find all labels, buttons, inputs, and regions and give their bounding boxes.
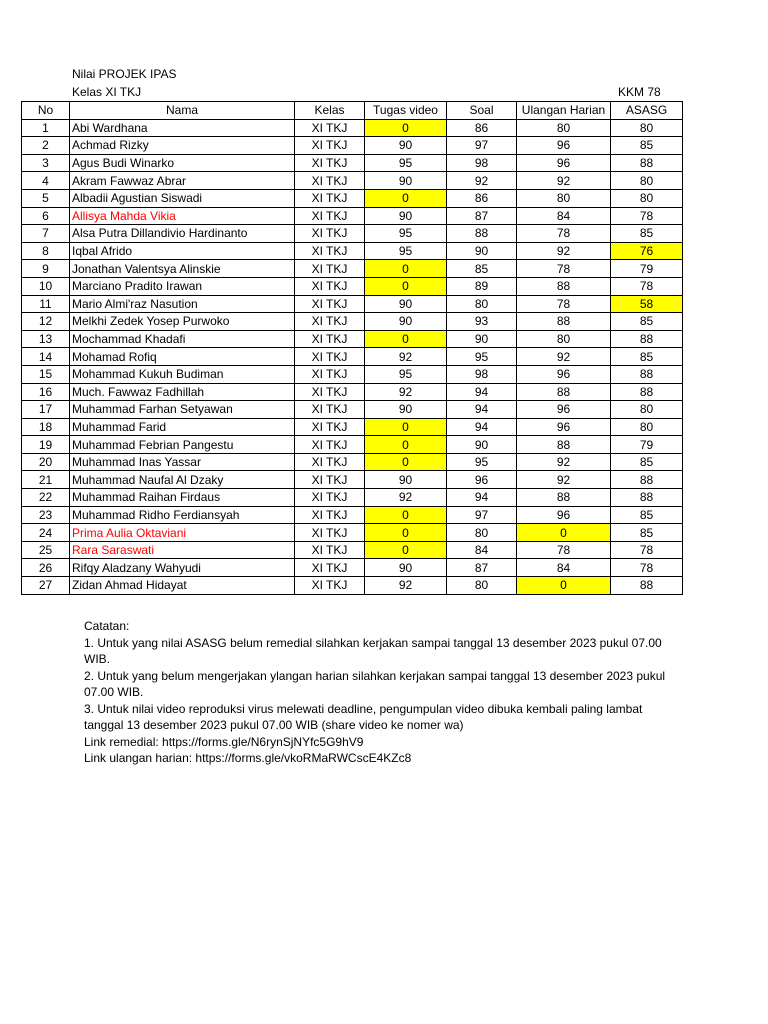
cell-asasg: 58 bbox=[611, 295, 683, 313]
cell-ulangan-harian: 92 bbox=[517, 348, 611, 366]
cell-kelas: XI TKJ bbox=[295, 471, 365, 489]
cell-soal: 80 bbox=[447, 577, 517, 595]
cell-ulangan-harian: 96 bbox=[517, 418, 611, 436]
cell-tugas-video: 0 bbox=[365, 277, 447, 295]
cell-kelas: XI TKJ bbox=[295, 207, 365, 225]
cell-tugas-video: 95 bbox=[365, 225, 447, 243]
cell-name: Rifqy Aladzany Wahyudi bbox=[70, 559, 295, 577]
table-row bbox=[22, 365, 683, 383]
cell-kelas: XI TKJ bbox=[295, 172, 365, 190]
cell-asasg: 80 bbox=[611, 172, 683, 190]
cell-tugas-video: 95 bbox=[365, 242, 447, 260]
cell-no: 26 bbox=[22, 559, 70, 577]
table-row bbox=[22, 348, 683, 366]
cell-kelas: XI TKJ bbox=[295, 453, 365, 471]
cell-no: 6 bbox=[22, 207, 70, 225]
cell-asasg: 78 bbox=[611, 277, 683, 295]
cell-no: 19 bbox=[22, 436, 70, 454]
note-line: 3. Untuk nilai video reproduksi virus melewati deadline, pengumpulan video dibuka kembali paling lambat tanggal 13 desember 2023 pukul 07.00 WIB (share video ke nomer wa) bbox=[84, 701, 643, 732]
cell-ulangan-harian: 84 bbox=[517, 559, 611, 577]
cell-ulangan-harian: 96 bbox=[517, 401, 611, 419]
cell-tugas-video: 90 bbox=[365, 137, 447, 155]
table-row bbox=[22, 401, 683, 419]
cell-kelas: XI TKJ bbox=[295, 295, 365, 313]
table-row bbox=[22, 225, 683, 243]
cell-tugas-video: 0 bbox=[365, 260, 447, 278]
cell-asasg: 88 bbox=[611, 471, 683, 489]
cell-asasg: 88 bbox=[611, 577, 683, 595]
cell-no: 8 bbox=[22, 242, 70, 260]
cell-ulangan-harian: 92 bbox=[517, 453, 611, 471]
cell-no: 23 bbox=[22, 506, 70, 524]
cell-kelas: XI TKJ bbox=[295, 242, 365, 260]
table-row bbox=[22, 541, 683, 559]
cell-ulangan-harian: 88 bbox=[517, 383, 611, 401]
cell-name: Muhammad Febrian Pangestu bbox=[70, 436, 295, 454]
cell-soal: 95 bbox=[447, 453, 517, 471]
cell-no: 24 bbox=[22, 524, 70, 542]
cell-name: Achmad Rizky bbox=[70, 137, 295, 155]
cell-soal: 98 bbox=[447, 365, 517, 383]
cell-kelas: XI TKJ bbox=[295, 189, 365, 207]
cell-soal: 94 bbox=[447, 418, 517, 436]
cell-soal: 98 bbox=[447, 154, 517, 172]
cell-name: Muhammad Ridho Ferdiansyah bbox=[70, 506, 295, 524]
cell-soal: 85 bbox=[447, 260, 517, 278]
cell-soal: 88 bbox=[447, 225, 517, 243]
cell-soal: 94 bbox=[447, 383, 517, 401]
cell-ulangan-harian: 78 bbox=[517, 295, 611, 313]
cell-soal: 80 bbox=[447, 295, 517, 313]
cell-ulangan-harian: 80 bbox=[517, 189, 611, 207]
cell-ulangan-harian: 96 bbox=[517, 506, 611, 524]
cell-tugas-video: 0 bbox=[365, 330, 447, 348]
cell-kelas: XI TKJ bbox=[295, 330, 365, 348]
cell-soal: 97 bbox=[447, 506, 517, 524]
table-row bbox=[22, 207, 683, 225]
cell-kelas: XI TKJ bbox=[295, 154, 365, 172]
cell-kelas: XI TKJ bbox=[295, 348, 365, 366]
cell-no: 7 bbox=[22, 225, 70, 243]
table-row bbox=[22, 277, 683, 295]
cell-asasg: 85 bbox=[611, 348, 683, 366]
cell-asasg: 85 bbox=[611, 524, 683, 542]
cell-asasg: 88 bbox=[611, 330, 683, 348]
cell-tugas-video: 95 bbox=[365, 365, 447, 383]
cell-no: 25 bbox=[22, 541, 70, 559]
cell-tugas-video: 0 bbox=[365, 418, 447, 436]
cell-name: Melkhi Zedek Yosep Purwoko bbox=[70, 313, 295, 331]
cell-asasg: 79 bbox=[611, 260, 683, 278]
table-row bbox=[22, 506, 683, 524]
notes-heading: Catatan: bbox=[84, 619, 130, 633]
cell-kelas: XI TKJ bbox=[295, 541, 365, 559]
cell-tugas-video: 90 bbox=[365, 401, 447, 419]
ulangan-harian-link: Link ulangan harian: https://forms.gle/vkoRMaRWCscE4KZc8 bbox=[84, 751, 412, 765]
cell-asasg: 85 bbox=[611, 225, 683, 243]
cell-no: 27 bbox=[22, 577, 70, 595]
cell-no: 18 bbox=[22, 418, 70, 436]
page-title: Nilai PROJEK IPAS bbox=[72, 67, 177, 81]
cell-no: 10 bbox=[22, 277, 70, 295]
cell-kelas: XI TKJ bbox=[295, 559, 365, 577]
cell-tugas-video: 90 bbox=[365, 471, 447, 489]
cell-name: Akram Fawwaz Abrar bbox=[70, 172, 295, 190]
table-header-row bbox=[22, 102, 683, 120]
cell-kelas: XI TKJ bbox=[295, 418, 365, 436]
table-row bbox=[22, 189, 683, 207]
note-line: 2. Untuk yang belum mengerjakan ylangan harian silahkan kerjakan sampai tanggal 13 desember 2023 pukul 07.00 WIB. bbox=[84, 668, 666, 699]
cell-kelas: XI TKJ bbox=[295, 365, 365, 383]
cell-no: 16 bbox=[22, 383, 70, 401]
cell-tugas-video: 92 bbox=[365, 489, 447, 507]
cell-soal: 84 bbox=[447, 541, 517, 559]
cell-tugas-video: 92 bbox=[365, 348, 447, 366]
cell-name: Prima Aulia Oktaviani bbox=[70, 524, 295, 542]
cell-tugas-video: 0 bbox=[365, 453, 447, 471]
cell-ulangan-harian: 96 bbox=[517, 137, 611, 155]
column-header-nama: Nama bbox=[70, 102, 295, 120]
table-row bbox=[22, 330, 683, 348]
cell-asasg: 78 bbox=[611, 207, 683, 225]
cell-name: Zidan Ahmad Hidayat bbox=[70, 577, 295, 595]
cell-asasg: 88 bbox=[611, 154, 683, 172]
cell-name: Abi Wardhana bbox=[70, 119, 295, 137]
table-row bbox=[22, 559, 683, 577]
cell-asasg: 80 bbox=[611, 401, 683, 419]
cell-kelas: XI TKJ bbox=[295, 436, 365, 454]
cell-ulangan-harian: 88 bbox=[517, 313, 611, 331]
cell-no: 12 bbox=[22, 313, 70, 331]
cell-ulangan-harian: 78 bbox=[517, 225, 611, 243]
cell-kelas: XI TKJ bbox=[295, 119, 365, 137]
cell-name: Jonathan Valentsya Alinskie bbox=[70, 260, 295, 278]
cell-soal: 86 bbox=[447, 189, 517, 207]
cell-name: Muhammad Raihan Firdaus bbox=[70, 489, 295, 507]
cell-asasg: 88 bbox=[611, 489, 683, 507]
cell-kelas: XI TKJ bbox=[295, 137, 365, 155]
table-row bbox=[22, 260, 683, 278]
cell-soal: 90 bbox=[447, 330, 517, 348]
cell-tugas-video: 0 bbox=[365, 436, 447, 454]
cell-asasg: 80 bbox=[611, 418, 683, 436]
cell-kelas: XI TKJ bbox=[295, 489, 365, 507]
cell-name: Allisya Mahda Vikia bbox=[70, 207, 295, 225]
table-row bbox=[22, 137, 683, 155]
cell-kelas: XI TKJ bbox=[295, 277, 365, 295]
cell-soal: 80 bbox=[447, 524, 517, 542]
cell-kelas: XI TKJ bbox=[295, 313, 365, 331]
cell-ulangan-harian: 88 bbox=[517, 436, 611, 454]
cell-no: 20 bbox=[22, 453, 70, 471]
cell-ulangan-harian: 92 bbox=[517, 471, 611, 489]
cell-no: 2 bbox=[22, 137, 70, 155]
cell-tugas-video: 0 bbox=[365, 506, 447, 524]
cell-tugas-video: 90 bbox=[365, 207, 447, 225]
kkm-label: KKM 78 bbox=[618, 85, 661, 99]
cell-tugas-video: 90 bbox=[365, 172, 447, 190]
cell-kelas: XI TKJ bbox=[295, 225, 365, 243]
cell-tugas-video: 92 bbox=[365, 577, 447, 595]
column-header-tugas-video: Tugas video bbox=[365, 102, 447, 120]
cell-no: 1 bbox=[22, 119, 70, 137]
cell-tugas-video: 92 bbox=[365, 383, 447, 401]
remedial-link: Link remedial: https://forms.gle/N6rynSjNYfc5G9hV9 bbox=[84, 734, 364, 749]
table-row bbox=[22, 154, 683, 172]
cell-soal: 89 bbox=[447, 277, 517, 295]
cell-soal: 87 bbox=[447, 207, 517, 225]
cell-soal: 86 bbox=[447, 119, 517, 137]
cell-name: Mochammad Khadafi bbox=[70, 330, 295, 348]
cell-asasg: 79 bbox=[611, 436, 683, 454]
cell-no: 13 bbox=[22, 330, 70, 348]
cell-kelas: XI TKJ bbox=[295, 383, 365, 401]
cell-tugas-video: 95 bbox=[365, 154, 447, 172]
cell-name: Muhammad Farhan Setyawan bbox=[70, 401, 295, 419]
cell-ulangan-harian: 0 bbox=[517, 577, 611, 595]
cell-asasg: 85 bbox=[611, 453, 683, 471]
cell-name: Much. Fawwaz Fadhillah bbox=[70, 383, 295, 401]
cell-no: 11 bbox=[22, 295, 70, 313]
cell-ulangan-harian: 96 bbox=[517, 365, 611, 383]
cell-soal: 94 bbox=[447, 489, 517, 507]
cell-asasg: 85 bbox=[611, 137, 683, 155]
cell-soal: 95 bbox=[447, 348, 517, 366]
cell-kelas: XI TKJ bbox=[295, 506, 365, 524]
cell-ulangan-harian: 78 bbox=[517, 541, 611, 559]
cell-name: Agus Budi Winarko bbox=[70, 154, 295, 172]
cell-tugas-video: 0 bbox=[365, 119, 447, 137]
table-row bbox=[22, 119, 683, 137]
cell-ulangan-harian: 92 bbox=[517, 172, 611, 190]
cell-tugas-video: 0 bbox=[365, 541, 447, 559]
cell-no: 17 bbox=[22, 401, 70, 419]
table-row bbox=[22, 577, 683, 595]
cell-tugas-video: 90 bbox=[365, 313, 447, 331]
table-row bbox=[22, 242, 683, 260]
cell-tugas-video: 0 bbox=[365, 189, 447, 207]
cell-no: 9 bbox=[22, 260, 70, 278]
column-header-soal: Soal bbox=[447, 102, 517, 120]
cell-asasg: 80 bbox=[611, 119, 683, 137]
table-row bbox=[22, 453, 683, 471]
cell-asasg: 85 bbox=[611, 313, 683, 331]
table-row bbox=[22, 489, 683, 507]
cell-name: Alsa Putra Dillandivio Hardinanto bbox=[70, 225, 295, 243]
cell-name: Marciano Pradito Irawan bbox=[70, 277, 295, 295]
cell-no: 3 bbox=[22, 154, 70, 172]
cell-name: Mohammad Kukuh Budiman bbox=[70, 365, 295, 383]
cell-soal: 92 bbox=[447, 172, 517, 190]
cell-ulangan-harian: 96 bbox=[517, 154, 611, 172]
column-header-no: No bbox=[22, 102, 70, 120]
cell-ulangan-harian: 80 bbox=[517, 330, 611, 348]
cell-name: Mohamad Rofiq bbox=[70, 348, 295, 366]
cell-soal: 90 bbox=[447, 242, 517, 260]
cell-soal: 93 bbox=[447, 313, 517, 331]
column-header-asasg: ASASG bbox=[611, 102, 683, 120]
cell-ulangan-harian: 0 bbox=[517, 524, 611, 542]
cell-ulangan-harian: 88 bbox=[517, 277, 611, 295]
table-row bbox=[22, 172, 683, 190]
cell-no: 22 bbox=[22, 489, 70, 507]
grades-table bbox=[21, 101, 683, 595]
table-row bbox=[22, 383, 683, 401]
column-header-ulangan-harian: Ulangan Harian bbox=[517, 102, 611, 120]
cell-name: Albadii Agustian Siswadi bbox=[70, 189, 295, 207]
cell-asasg: 78 bbox=[611, 559, 683, 577]
cell-no: 4 bbox=[22, 172, 70, 190]
cell-name: Iqbal Afrido bbox=[70, 242, 295, 260]
cell-no: 15 bbox=[22, 365, 70, 383]
class-label: Kelas XI TKJ bbox=[72, 85, 142, 99]
table-row bbox=[22, 471, 683, 489]
cell-name: Muhammad Naufal Al Dzaky bbox=[70, 471, 295, 489]
table-row bbox=[22, 524, 683, 542]
cell-name: Muhammad Farid bbox=[70, 418, 295, 436]
cell-ulangan-harian: 78 bbox=[517, 260, 611, 278]
cell-ulangan-harian: 92 bbox=[517, 242, 611, 260]
table-row bbox=[22, 295, 683, 313]
notes-section bbox=[84, 618, 684, 767]
cell-asasg: 88 bbox=[611, 383, 683, 401]
cell-kelas: XI TKJ bbox=[295, 577, 365, 595]
cell-tugas-video: 90 bbox=[365, 559, 447, 577]
cell-kelas: XI TKJ bbox=[295, 524, 365, 542]
cell-name: Rara Saraswati bbox=[70, 541, 295, 559]
cell-no: 21 bbox=[22, 471, 70, 489]
cell-soal: 94 bbox=[447, 401, 517, 419]
column-header-kelas: Kelas bbox=[295, 102, 365, 120]
cell-asasg: 88 bbox=[611, 365, 683, 383]
table-row bbox=[22, 436, 683, 454]
note-line: 1. Untuk yang nilai ASASG belum remedial silahkan kerjakan sampai tanggal 13 desember 2023 pukul 07.00 WIB. bbox=[84, 635, 662, 666]
cell-asasg: 85 bbox=[611, 506, 683, 524]
cell-asasg: 78 bbox=[611, 541, 683, 559]
cell-tugas-video: 90 bbox=[365, 295, 447, 313]
cell-kelas: XI TKJ bbox=[295, 260, 365, 278]
cell-soal: 97 bbox=[447, 137, 517, 155]
cell-asasg: 80 bbox=[611, 189, 683, 207]
cell-name: Mario Almi'raz Nasution bbox=[70, 295, 295, 313]
cell-ulangan-harian: 88 bbox=[517, 489, 611, 507]
table-row bbox=[22, 418, 683, 436]
cell-asasg: 76 bbox=[611, 242, 683, 260]
cell-name: Muhammad Inas Yassar bbox=[70, 453, 295, 471]
cell-kelas: XI TKJ bbox=[295, 401, 365, 419]
cell-no: 14 bbox=[22, 348, 70, 366]
cell-no: 5 bbox=[22, 189, 70, 207]
cell-ulangan-harian: 84 bbox=[517, 207, 611, 225]
cell-soal: 87 bbox=[447, 559, 517, 577]
cell-soal: 96 bbox=[447, 471, 517, 489]
cell-tugas-video: 0 bbox=[365, 524, 447, 542]
table-row bbox=[22, 313, 683, 331]
cell-ulangan-harian: 80 bbox=[517, 119, 611, 137]
cell-soal: 90 bbox=[447, 436, 517, 454]
